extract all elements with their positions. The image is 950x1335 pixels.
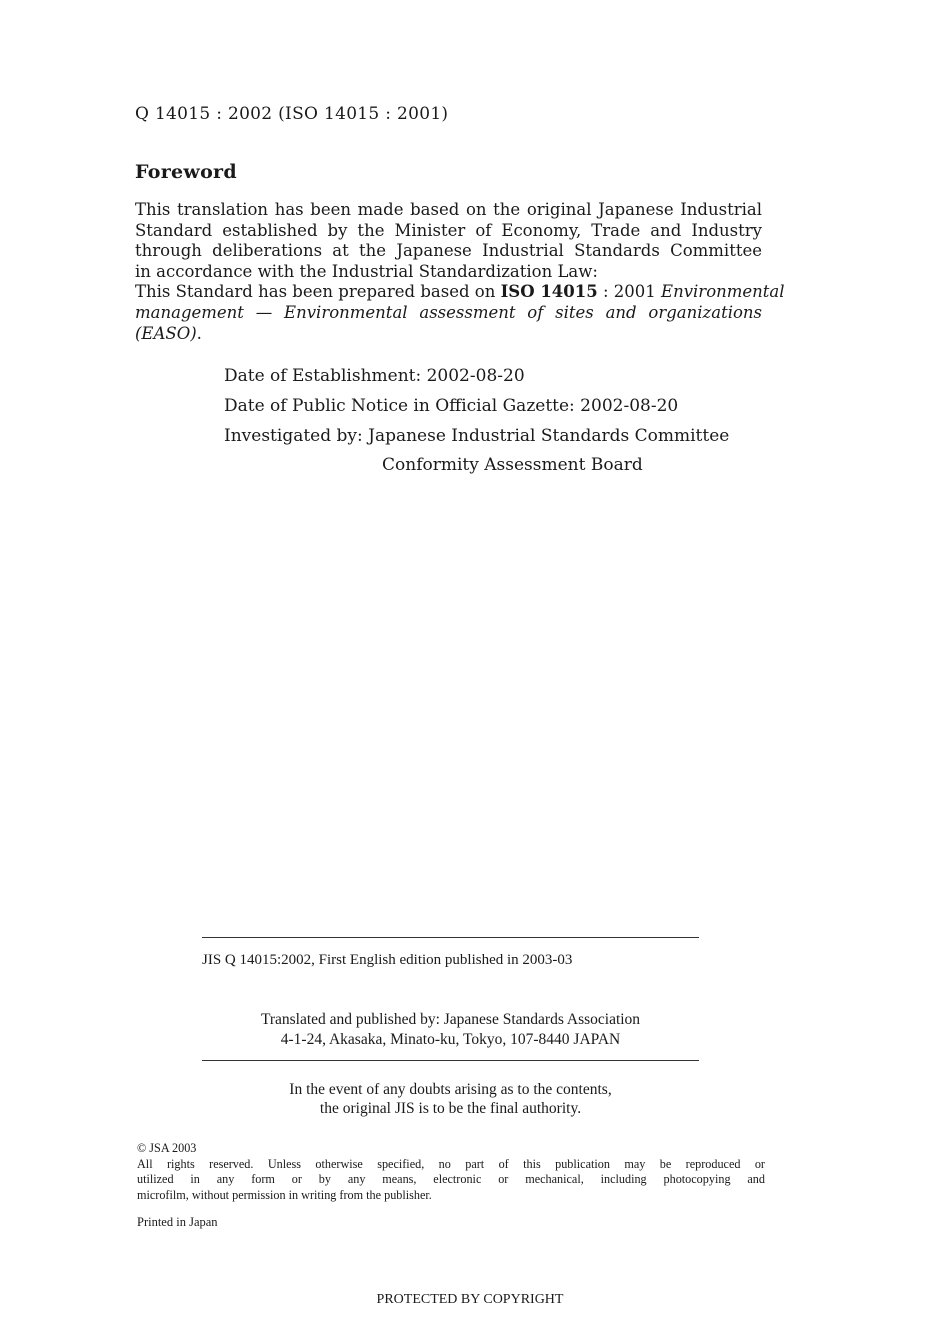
copyright-line-1: All rights reserved. Unless otherwise specified, no part of this publication may be reproduced or — [137, 1156, 765, 1171]
foreword-line-1: This translation has been made based on the original Japanese Industrial — [135, 200, 762, 219]
divider-bottom — [202, 1060, 699, 1061]
authority-line-1: In the event of any doubts arising as to the contents, — [289, 1081, 612, 1098]
foreword-line-5 — [135, 282, 785, 303]
foreword-line-7 — [135, 324, 762, 345]
document-code: Q 14015 : 2002 (ISO 14015 : 2001) — [135, 104, 449, 124]
foreword-heading: Foreword — [135, 161, 237, 183]
foreword-line-4: in accordance with the Industrial Standardization Law: — [135, 261, 598, 281]
authority-line-2: the original JIS is to be the final authority. — [319, 1100, 582, 1117]
divider-top — [202, 937, 699, 938]
copyright-notice: © JSA 2003 — [137, 1141, 197, 1155]
copyright-line-3: microfilm, without permission in writing from the publisher. — [137, 1187, 432, 1202]
standard-title-part-3: (EASO) — [135, 323, 197, 343]
foreword-line-3: through deliberations at the Japanese Industrial Standards Committee — [135, 241, 762, 261]
foreword-line-2: Standard established by the Minister of Economy, Trade and Industry — [135, 220, 762, 240]
publisher-address: 4-1-24, Akasaka, Minato-ku, Tokyo, 107-8440 JAPAN — [280, 1031, 621, 1048]
iso-reference: ISO 14015 — [500, 282, 598, 302]
publisher-block — [202, 1010, 699, 1050]
copyright-line-2: utilized in any form or by any means, electronic or mechanical, including photocopying and — [137, 1172, 765, 1186]
foreword-period: . — [196, 323, 202, 343]
authority-notice — [202, 1080, 699, 1118]
foreword-line-6 — [135, 303, 762, 324]
edition-line: JIS Q 14015:2002, First English edition published in 2003-03 — [202, 952, 573, 968]
investigated-by: Investigated by: Japanese Industrial Standards Committee — [224, 426, 730, 446]
protected-by-copyright: PROTECTED BY COPYRIGHT — [376, 1292, 564, 1307]
iso-year: : 2001 — [597, 282, 662, 302]
translated-by: Translated and published by: Japanese Standards Association — [260, 1011, 641, 1028]
foreword-line-5-prefix: This Standard has been prepared based on — [135, 282, 501, 302]
printed-in: Printed in Japan — [137, 1215, 218, 1229]
standard-title-part-1: Environmental — [661, 282, 785, 302]
copyright-block — [137, 1141, 765, 1203]
date-of-public-notice: Date of Public Notice in Official Gazette: 2002-08-20 — [224, 396, 679, 416]
date-of-establishment: Date of Establishment: 2002-08-20 — [224, 366, 525, 386]
foreword-paragraph — [135, 200, 785, 344]
investigating-board: Conformity Assessment Board — [382, 455, 643, 475]
standard-title-part-2: management — Environmental assessment of sites and organizations — [135, 302, 762, 322]
